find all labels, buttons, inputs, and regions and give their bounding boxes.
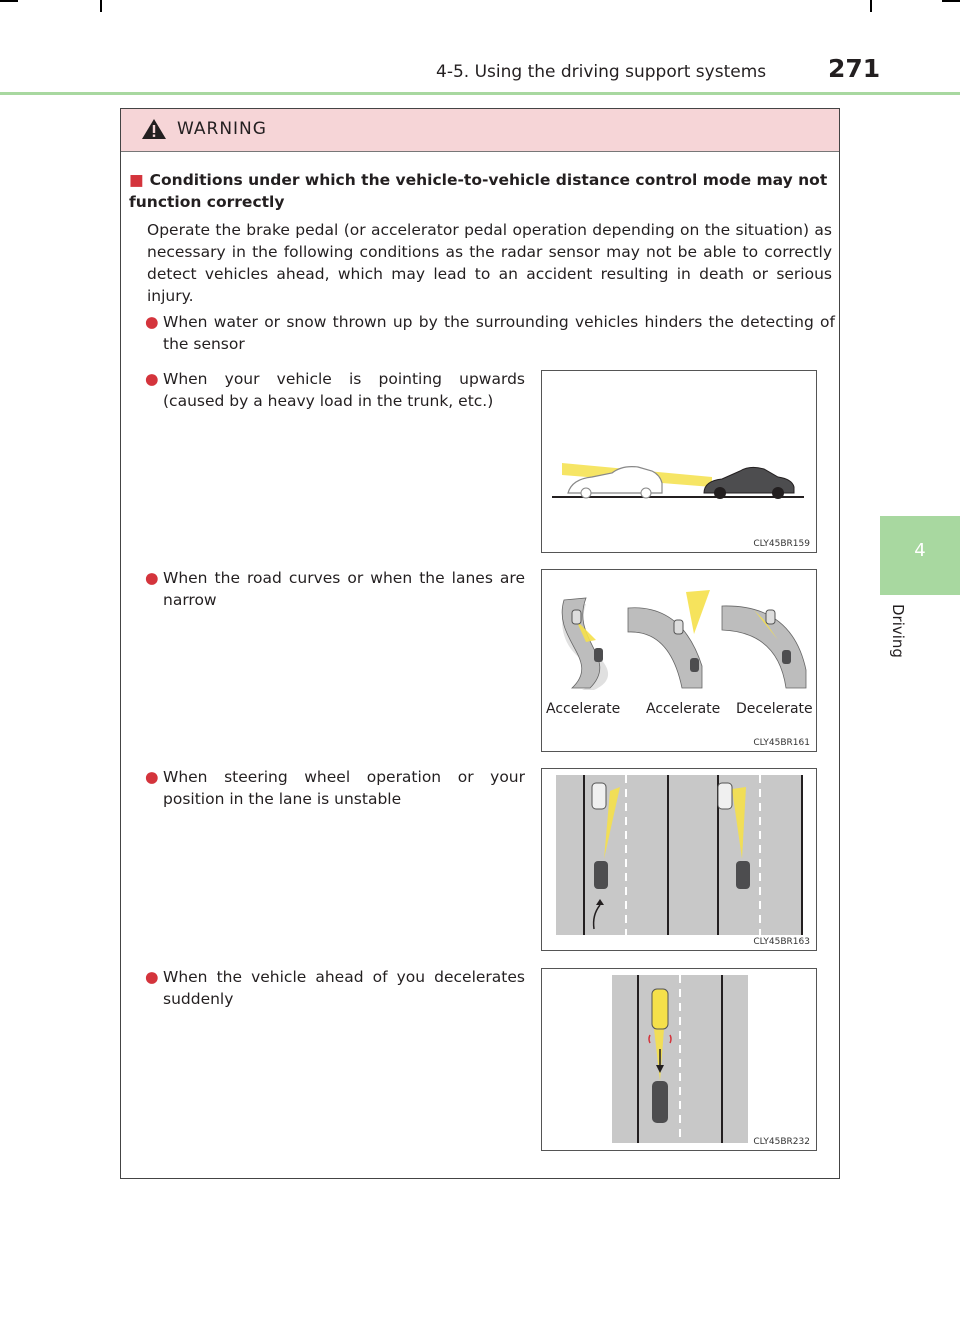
warning-title: WARNING <box>177 119 267 139</box>
figure-vehicle-decelerates <box>541 968 817 1151</box>
figure-unstable-lane <box>541 768 817 951</box>
figure-label-accelerate: Accelerate <box>646 701 721 717</box>
list-item-text: When your vehicle is pointing upwards (caused by a heavy load in the trunk, etc.) <box>163 370 525 410</box>
list-item <box>145 368 525 412</box>
crop-mark <box>942 0 960 2</box>
warning-box <box>120 108 840 1179</box>
condition-heading-text: Conditions under which the vehicle-to-vehicle distance control mode may not function correctly <box>129 171 828 211</box>
chapter-number: 4 <box>914 540 926 561</box>
square-bullet-icon: ■ <box>129 171 144 189</box>
list-item-text: When the road curves or when the lanes are narrow <box>163 569 525 609</box>
chapter-label <box>889 604 909 684</box>
list-item <box>145 567 525 611</box>
section-title: 4-5. Using the driving support systems <box>436 62 767 82</box>
crop-mark <box>100 0 102 12</box>
figure-code: CLY45BR232 <box>753 1137 810 1147</box>
header-rule <box>0 92 960 95</box>
list-item-text: When water or snow thrown up by the surrounding vehicles hinders the detecting of the sensor <box>163 313 835 353</box>
figure-code: CLY45BR163 <box>753 937 810 947</box>
list-item <box>145 766 525 810</box>
figure-code: CLY45BR159 <box>753 539 810 549</box>
list-item-text: When steering wheel operation or your position in the lane is unstable <box>163 768 525 808</box>
list-item <box>145 966 525 1010</box>
figure-code: CLY45BR161 <box>753 738 810 748</box>
figure-road-curves <box>541 569 817 752</box>
crop-mark <box>0 0 18 2</box>
bullet-dot-icon: ● <box>145 569 159 587</box>
list-item-text: When the vehicle ahead of you decelerates suddenly <box>163 968 525 1008</box>
figure-vehicle-pointing-up <box>541 370 817 553</box>
bullet-dot-icon: ● <box>145 370 159 388</box>
crop-mark <box>870 0 872 12</box>
figure-label-decelerate: Decelerate <box>736 701 813 717</box>
warning-header <box>121 109 839 152</box>
figure-illustration <box>542 371 817 553</box>
bullet-dot-icon: ● <box>145 313 159 331</box>
bullet-dot-icon: ● <box>145 968 159 986</box>
figure-label-accelerate: Accelerate <box>546 701 621 717</box>
figure-illustration <box>542 570 817 752</box>
condition-body: Operate the brake pedal (or accelerator pedal operation depending on the situation) as necessary in the following conditions as the radar sensor may not be able to correctly detect vehicles ahead, which may lead to an accident resulting in death or serious injury. <box>147 221 832 305</box>
list-item <box>145 311 835 355</box>
figure-illustration <box>542 969 817 1151</box>
chapter-label-text: Driving <box>889 604 907 658</box>
figure-illustration <box>542 769 817 951</box>
condition-heading <box>129 169 834 213</box>
warning-triangle-icon <box>141 118 167 140</box>
page-number: 271 <box>828 54 881 83</box>
bullet-dot-icon: ● <box>145 768 159 786</box>
